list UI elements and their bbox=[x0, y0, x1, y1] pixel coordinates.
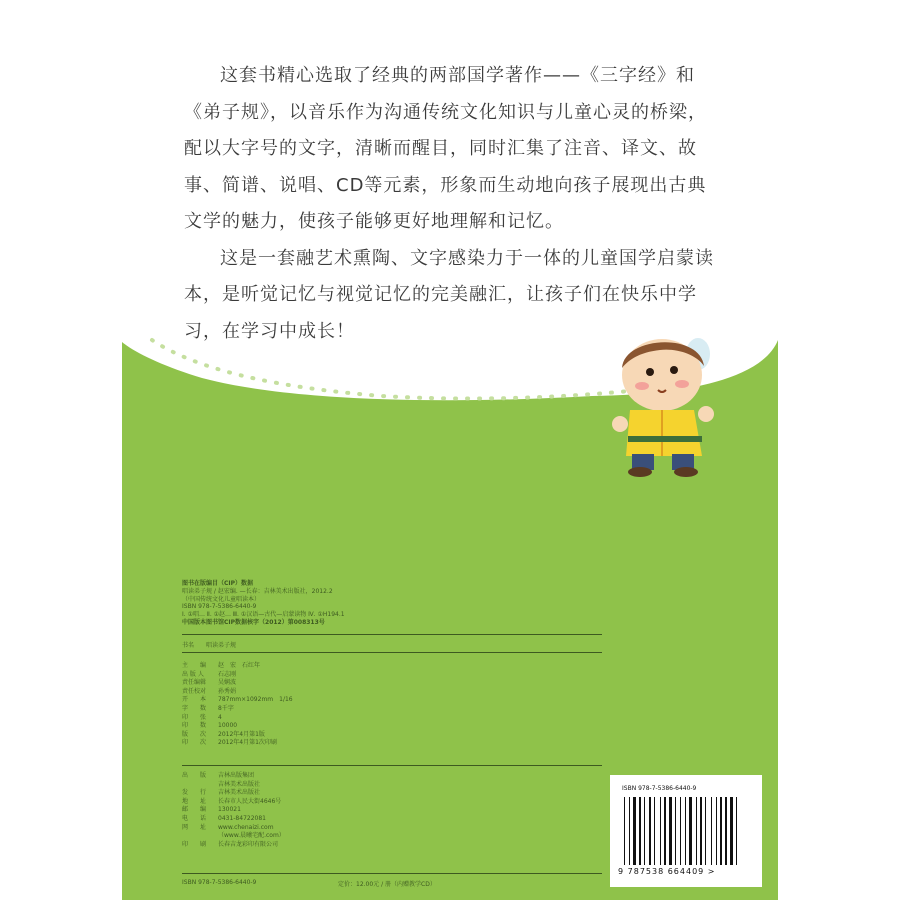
publisher-value: 吉林美术出版社 bbox=[218, 789, 261, 797]
price-text: 定价：12.00元 / 册（内赠教学CD） bbox=[338, 881, 436, 888]
credit-label: 主 编 bbox=[182, 662, 207, 669]
barcode-bar bbox=[720, 797, 722, 865]
credit-label: 开 本 bbox=[182, 696, 207, 704]
barcode-bar bbox=[725, 797, 727, 865]
publisher-value: 长春市人民大街4646号 bbox=[218, 797, 282, 805]
barcode-bar bbox=[675, 797, 676, 865]
barcode-bar bbox=[669, 797, 672, 865]
credit-value: 10000 bbox=[218, 722, 238, 730]
publisher-value: 130021 bbox=[218, 806, 241, 814]
publisher-label: 发 行 bbox=[182, 789, 207, 797]
cip-line: 唱读弟子规 / 赵宏编. —长春：吉林美术出版社，2012.2 bbox=[182, 587, 333, 595]
credit-row bbox=[182, 739, 293, 748]
publisher-row bbox=[182, 789, 285, 798]
publisher-label: 网 址 bbox=[182, 823, 207, 831]
book-title-value: 唱读弟子规 bbox=[206, 642, 237, 649]
publisher-label: 地 址 bbox=[182, 797, 207, 805]
credit-row bbox=[182, 679, 293, 688]
publisher-row bbox=[182, 824, 285, 833]
credit-label: 责任编辑 bbox=[182, 679, 207, 687]
barcode-bar bbox=[624, 797, 625, 865]
cip-line: 中国版本图书馆CIP数据核字（2012）第008313号 bbox=[182, 618, 325, 626]
barcode-bar bbox=[685, 797, 686, 865]
credits-list bbox=[182, 662, 293, 748]
intro-paragraph-1: 这套书精心选取了经典的两部国学著作——《三字经》和《弟子规》，以音乐作为沟通传统文化知识与儿童心灵的桥梁，配以大字号的文字，清晰而醒目，同时汇集了注音、译文、故事、简谱、说唱、CD等元素，形象而生动地向孩子展现出古典文学的魅力，使孩子能够更好地理解和记忆。 bbox=[184, 65, 707, 232]
intro-paragraph-2: 这是一套融艺术熏陶、文字感染力于一体的儿童国学启蒙读本，是听觉记忆与视觉记忆的完美融汇，让孩子们在快乐中学习，在学习中成长！ bbox=[184, 247, 714, 342]
credit-value: 石志刚 bbox=[218, 670, 237, 678]
credit-value: 8千字 bbox=[218, 704, 234, 712]
publisher-value: 吉林出版集团 bbox=[218, 772, 255, 779]
book-back-cover bbox=[122, 0, 778, 900]
publisher-value: （www.晨曦宅配.com） bbox=[218, 832, 285, 840]
footer-isbn: ISBN 978-7-5386-6440-9 bbox=[182, 879, 257, 886]
publisher-row bbox=[182, 841, 285, 850]
publisher-label: 电 话 bbox=[182, 814, 207, 822]
divider bbox=[182, 652, 602, 653]
cip-line: （中国传统文化儿童唱读本） bbox=[182, 595, 261, 603]
cip-title: 图书在版编目（CIP）数据 bbox=[182, 580, 254, 587]
credit-label: 责任校对 bbox=[182, 687, 207, 695]
divider bbox=[182, 765, 602, 766]
publisher-value: www.chenaizi.com bbox=[218, 823, 274, 831]
credit-value: 2012年4月第1版 bbox=[218, 730, 265, 738]
publisher-value: 吉林美术出版社 bbox=[218, 780, 261, 788]
credit-label: 印 数 bbox=[182, 722, 207, 730]
barcode-bar bbox=[680, 797, 681, 865]
credit-row bbox=[182, 671, 293, 680]
credit-label: 印 次 bbox=[182, 739, 207, 747]
credit-value: 赵 宏 石红年 bbox=[218, 662, 261, 669]
publisher-label: 出 版 bbox=[182, 772, 207, 779]
barcode-bar bbox=[736, 797, 737, 865]
credit-row bbox=[182, 696, 293, 705]
credit-row bbox=[182, 705, 293, 714]
barcode-bar bbox=[696, 797, 697, 865]
credit-value: 787mm×1092mm 1/16 bbox=[218, 696, 293, 704]
barcode-bar bbox=[644, 797, 645, 865]
barcode-isbn-label: ISBN 978-7-5386-6440-9 bbox=[622, 785, 697, 792]
credit-row bbox=[182, 722, 293, 731]
divider bbox=[182, 634, 602, 635]
barcode-bar bbox=[711, 797, 712, 865]
book-title-label: 书名 bbox=[182, 642, 195, 649]
child-mascot-illustration bbox=[602, 330, 732, 480]
barcode-bar bbox=[639, 797, 641, 865]
barcode-bar bbox=[660, 797, 661, 865]
publisher-row bbox=[182, 772, 285, 781]
barcode-bar bbox=[654, 797, 655, 865]
credit-label: 版 次 bbox=[182, 730, 207, 738]
publisher-label bbox=[182, 832, 218, 841]
credit-value: 孙秀娟 bbox=[218, 687, 237, 695]
isbn-barcode bbox=[610, 775, 762, 887]
publisher-value: 0431-84722081 bbox=[218, 814, 266, 822]
publisher-row bbox=[182, 815, 285, 824]
publisher-row bbox=[182, 832, 285, 841]
credit-label: 印 张 bbox=[182, 713, 207, 721]
publisher-list bbox=[182, 772, 285, 849]
cip-line: Ⅰ. ①唱… Ⅱ. ①赵… Ⅲ. ①汉语—古代—启蒙读物 Ⅳ. ①H194.1 bbox=[182, 611, 345, 619]
publisher-value: 长春吉龙彩印有限公司 bbox=[218, 840, 279, 848]
publisher-label bbox=[182, 781, 218, 790]
barcode-bar bbox=[705, 797, 706, 865]
credit-row bbox=[182, 714, 293, 723]
barcode-bar bbox=[629, 797, 630, 865]
publisher-label: 邮 编 bbox=[182, 806, 207, 814]
credit-value: 4 bbox=[218, 713, 222, 721]
cip-line: ISBN 978-7-5386-6440-9 bbox=[182, 603, 257, 611]
publisher-row bbox=[182, 781, 285, 790]
publisher-label: 印 刷 bbox=[182, 840, 207, 848]
barcode-bar bbox=[664, 797, 666, 865]
credit-label: 出 版 人 bbox=[182, 670, 204, 678]
barcode-digits: 9 787538 664409 > bbox=[618, 867, 716, 876]
credit-row bbox=[182, 662, 293, 671]
barcode-bar bbox=[689, 797, 692, 865]
barcode-bar bbox=[649, 797, 651, 865]
barcode-bar bbox=[633, 797, 636, 865]
credit-label: 字 数 bbox=[182, 704, 207, 712]
cip-data-block bbox=[182, 580, 482, 627]
barcode-bar bbox=[716, 797, 717, 865]
publisher-row bbox=[182, 806, 285, 815]
intro-text bbox=[184, 58, 724, 350]
credit-value: 2012年4月第1次印刷 bbox=[218, 739, 277, 747]
barcode-bar bbox=[700, 797, 702, 865]
barcode-bar bbox=[730, 797, 733, 865]
divider bbox=[182, 873, 602, 874]
credit-value: 吴娴波 bbox=[218, 679, 237, 687]
